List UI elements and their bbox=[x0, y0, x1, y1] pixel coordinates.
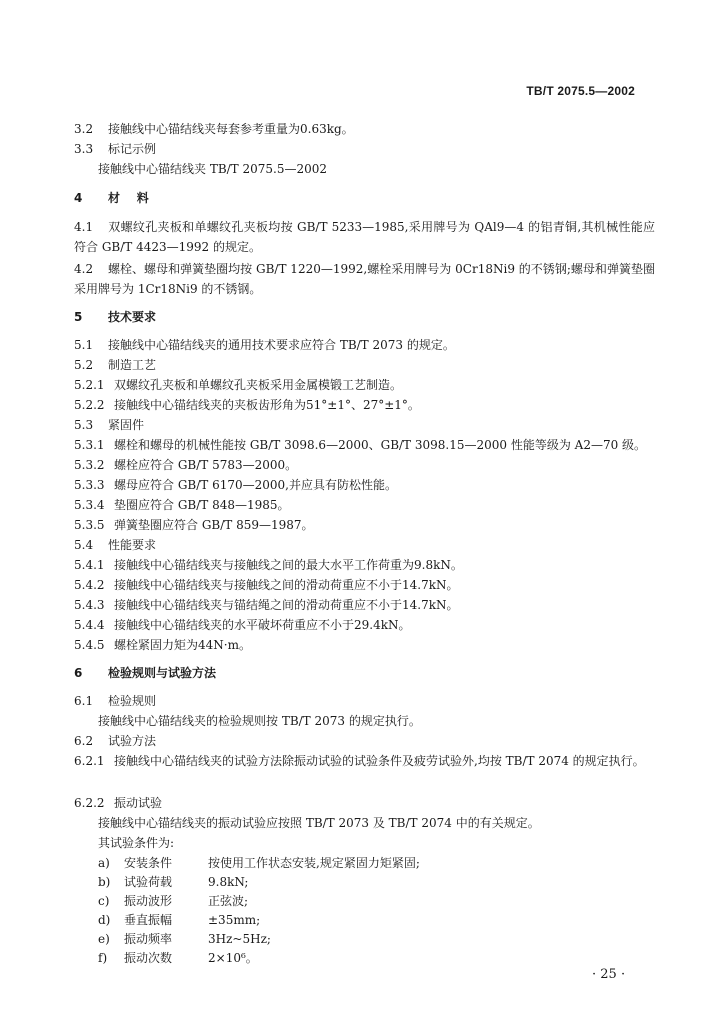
clause-text: 接触线中心锚结线夹的水平破坏荷重应不小于29.4kN。 bbox=[114, 618, 411, 632]
clause-text: 螺栓紧固力矩为44N·m。 bbox=[114, 638, 251, 652]
clause-number: 5.4.5 bbox=[74, 638, 105, 652]
clause-number: 5.2.1 bbox=[74, 378, 105, 392]
condition-item bbox=[98, 855, 655, 871]
section-6-heading bbox=[74, 665, 655, 681]
condition-key: f) bbox=[98, 951, 108, 965]
clause-5-3 bbox=[74, 417, 655, 433]
condition-label: 试验荷载 bbox=[124, 875, 173, 889]
clause-number: 4.1 bbox=[74, 220, 94, 234]
section-number: 6 bbox=[74, 666, 83, 680]
clause-6-1 bbox=[74, 693, 655, 709]
clause-5-4-1 bbox=[74, 557, 655, 573]
clause-text: 双螺纹孔夹板和单螺纹孔夹板采用金属模锻工艺制造。 bbox=[114, 378, 403, 392]
clause-text: 接触线中心锚结线夹的通用技术要求应符合 TB/T 2073 的规定。 bbox=[108, 338, 455, 352]
clause-text: 紧固件 bbox=[108, 418, 145, 432]
clause-6-2-2 bbox=[74, 795, 655, 811]
condition-value: 2×10⁶。 bbox=[208, 951, 258, 965]
section-5-heading bbox=[74, 309, 655, 325]
clause-number: 5.3 bbox=[74, 418, 94, 432]
clause-text: 接触线中心锚结线夹每套参考重量为0.63kg。 bbox=[108, 122, 354, 136]
clause-number: 5.2 bbox=[74, 358, 94, 372]
condition-item bbox=[98, 931, 655, 947]
clause-text: 螺栓应符合 GB/T 5783—2000。 bbox=[114, 458, 298, 472]
section-title: 检验规则与试验方法 bbox=[108, 666, 217, 680]
clause-4-2 bbox=[74, 259, 655, 299]
clause-5-4-3 bbox=[74, 597, 655, 613]
condition-item bbox=[98, 893, 655, 909]
clause-5-3-1 bbox=[74, 437, 655, 453]
clause-number: 5.3.4 bbox=[74, 498, 105, 512]
condition-value: 正弦波; bbox=[208, 894, 249, 908]
clause-number: 5.3.1 bbox=[74, 438, 105, 452]
conditions-intro: 其试验条件为: bbox=[98, 836, 175, 850]
condition-value: ±35mm; bbox=[208, 913, 261, 927]
section-number: 5 bbox=[74, 310, 83, 324]
condition-value: 按使用工作状态安装,规定紧固力矩紧固; bbox=[208, 856, 420, 870]
page-number: · 25 · bbox=[592, 967, 626, 982]
clause-number: 6.2.1 bbox=[74, 754, 105, 768]
condition-label: 安装条件 bbox=[124, 856, 173, 870]
clause-text: 弹簧垫圈应符合 GB/T 859—1987。 bbox=[114, 518, 314, 532]
clause-5-2 bbox=[74, 357, 655, 373]
condition-key: d) bbox=[98, 913, 111, 927]
clause-text: 螺栓和螺母的机械性能按 GB/T 3098.6—2000、GB/T 3098.15—2000 性能等级为 A2—70 级。 bbox=[114, 438, 647, 452]
clause-6-2-2-body: 接触线中心锚结线夹的振动试验应按照 TB/T 2073 及 TB/T 2074 中的有关规定。 bbox=[98, 816, 540, 830]
clause-number: 6.2 bbox=[74, 734, 94, 748]
clause-text: 试验方法 bbox=[108, 734, 157, 748]
clause-6-2 bbox=[74, 733, 655, 749]
clause-5-1 bbox=[74, 337, 655, 353]
clause-5-4-4 bbox=[74, 617, 655, 633]
clause-number: 5.3.5 bbox=[74, 518, 105, 532]
clause-text: 垫圈应符合 GB/T 848—1985。 bbox=[114, 498, 290, 512]
clause-number: 5.4.4 bbox=[74, 618, 105, 632]
clause-6-1-body: 接触线中心锚结线夹的检验规则按 TB/T 2073 的规定执行。 bbox=[98, 714, 421, 728]
section-number: 4 bbox=[74, 191, 83, 205]
section-4-heading bbox=[74, 190, 655, 206]
clause-number: 6.2.2 bbox=[74, 796, 105, 810]
condition-label: 振动频率 bbox=[124, 932, 173, 946]
clause-text: 振动试验 bbox=[114, 796, 163, 810]
clause-number: 3.3 bbox=[74, 142, 94, 156]
clause-text: 性能要求 bbox=[108, 538, 157, 552]
clause-6-2-1 bbox=[74, 751, 655, 771]
clause-number: 5.2.2 bbox=[74, 398, 105, 412]
clause-text: 螺母应符合 GB/T 6170—2000,并应具有防松性能。 bbox=[114, 478, 397, 492]
clause-5-4 bbox=[74, 537, 655, 553]
clause-number: 3.2 bbox=[74, 122, 94, 136]
condition-key: b) bbox=[98, 875, 111, 889]
condition-item bbox=[98, 912, 655, 928]
clause-5-3-3 bbox=[74, 477, 655, 493]
section-title: 技术要求 bbox=[108, 310, 157, 324]
clause-text: 接触线中心锚结线夹的试验方法除振动试验的试验条件及疲劳试验外,均按 TB/T 2074 的规定执行。 bbox=[114, 754, 645, 768]
clause-5-4-2 bbox=[74, 577, 655, 593]
clause-5-2-1 bbox=[74, 377, 655, 393]
clause-text: 接触线中心锚结线夹与接触线之间的最大水平工作荷重为9.8kN。 bbox=[114, 558, 463, 572]
marking-example: 接触线中心锚结线夹 TB/T 2075.5—2002 bbox=[98, 162, 328, 176]
condition-label: 垂直振幅 bbox=[124, 913, 173, 927]
clause-text: 螺栓、螺母和弹簧垫圈均按 GB/T 1220—1992,螺栓采用牌号为 0Cr18Ni9 的不锈钢;螺母和弹簧垫圈采用牌号为 1Cr18Ni9 的不锈钢。 bbox=[74, 262, 655, 296]
clause-number: 5.3.3 bbox=[74, 478, 105, 492]
condition-label: 振动波形 bbox=[124, 894, 173, 908]
clause-text: 接触线中心锚结线夹的夹板齿形角为51°±1°、27°±1°。 bbox=[114, 398, 420, 412]
condition-key: a) bbox=[98, 856, 110, 870]
clause-number: 5.4.3 bbox=[74, 598, 105, 612]
section-title: 材 料 bbox=[108, 191, 149, 205]
clause-number: 4.2 bbox=[74, 262, 94, 276]
clause-text: 接触线中心锚结线夹与接触线之间的滑动荷重应不小于14.7kN。 bbox=[114, 578, 459, 592]
clause-5-3-4 bbox=[74, 497, 655, 513]
condition-item bbox=[98, 874, 655, 890]
clause-number: 5.1 bbox=[74, 338, 94, 352]
clause-5-3-2 bbox=[74, 457, 655, 473]
clause-4-1 bbox=[74, 217, 655, 257]
condition-key: c) bbox=[98, 894, 110, 908]
condition-value: 3Hz~5Hz; bbox=[208, 932, 271, 946]
clause-5-2-2 bbox=[74, 397, 655, 413]
clause-3-2 bbox=[74, 121, 655, 137]
clause-number: 5.3.2 bbox=[74, 458, 105, 472]
clause-5-4-5 bbox=[74, 637, 655, 653]
clause-5-3-5 bbox=[74, 517, 655, 533]
clause-text: 标记示例 bbox=[108, 142, 157, 156]
clause-number: 5.4.2 bbox=[74, 578, 105, 592]
clause-3-3 bbox=[74, 141, 655, 157]
condition-label: 振动次数 bbox=[124, 951, 173, 965]
clause-number: 5.4 bbox=[74, 538, 94, 552]
clause-text: 制造工艺 bbox=[108, 358, 157, 372]
condition-item bbox=[98, 950, 655, 966]
condition-value: 9.8kN; bbox=[208, 875, 249, 889]
clause-number: 5.4.1 bbox=[74, 558, 105, 572]
clause-text: 接触线中心锚结线夹与锚结绳之间的滑动荷重应不小于14.7kN。 bbox=[114, 598, 459, 612]
clause-number: 6.1 bbox=[74, 694, 94, 708]
condition-key: e) bbox=[98, 932, 110, 946]
clause-text: 双螺纹孔夹板和单螺纹孔夹板均按 GB/T 5233—1985,采用牌号为 QAl9—4 的铝青铜,其机械性能应符合 GB/T 4423—1992 的规定。 bbox=[74, 220, 655, 254]
standard-code-header: TB/T 2075.5—2002 bbox=[526, 84, 635, 98]
clause-text: 检验规则 bbox=[108, 694, 157, 708]
